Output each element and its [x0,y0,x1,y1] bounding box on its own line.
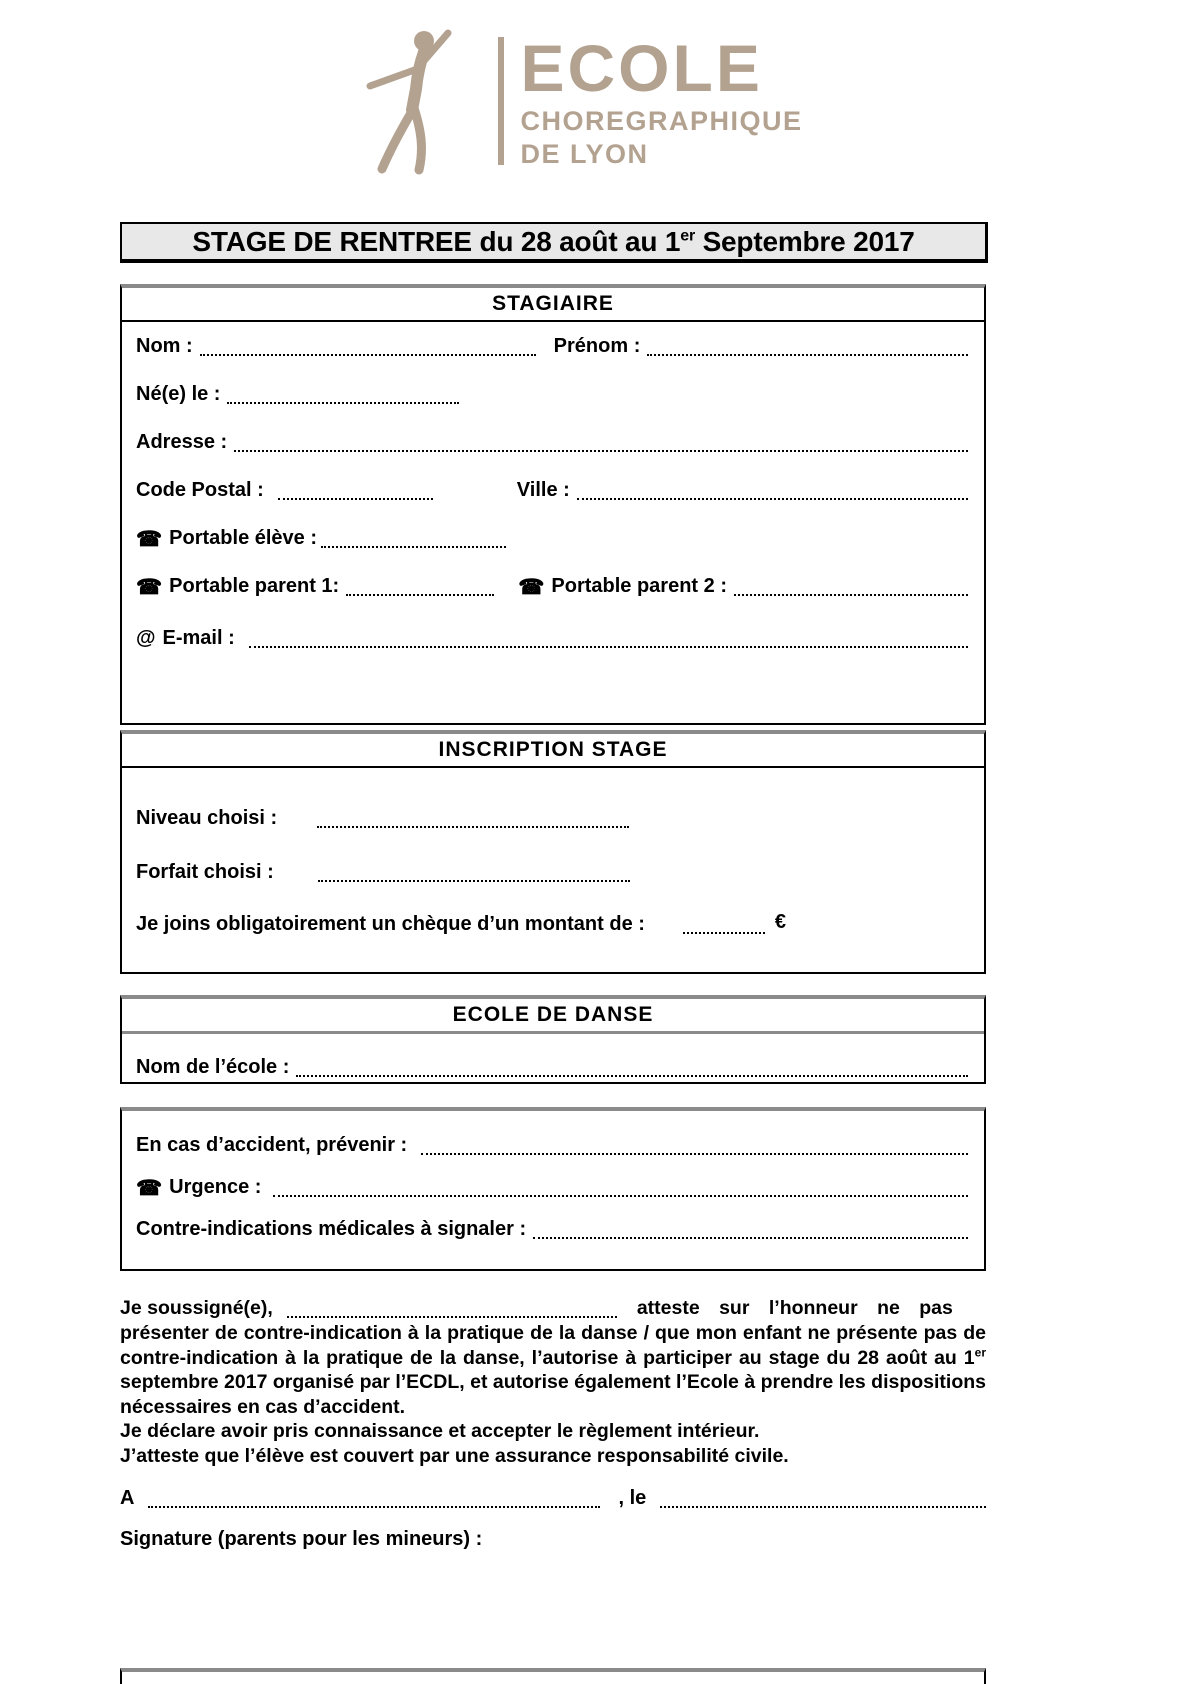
signature-label: Signature (parents pour les mineurs) : [120,1528,483,1550]
address-input-line[interactable] [234,432,968,452]
accident-contact-input-line[interactable] [421,1135,968,1155]
medical-warnings-row [136,1215,968,1241]
city-label: Ville : [516,479,570,501]
phone-icon: ☎ [136,576,163,599]
parent-phones-row [136,572,968,598]
phone-icon: ☎ [136,1177,163,1200]
bottom-section-box [120,1668,986,1684]
postal-code-input-line[interactable] [278,480,433,500]
parent2-phone-label: Portable parent 2 : [551,575,727,597]
signatory-name-input-line[interactable] [287,1298,617,1318]
accident-contact-label: En cas d’accident, prévenir : [136,1134,408,1156]
form-title: STAGE DE RENTREE du 28 août au 1er Septembre 2017 [192,225,915,257]
lastname-label: Nom : [136,335,193,357]
city-date-row [120,1484,986,1510]
rules-acknowledgement-text: Je déclare avoir pris connaissance et accepter le règlement intérieur. [120,1420,760,1442]
medical-warnings-input-line[interactable] [533,1219,968,1239]
parent2-phone-input-line[interactable] [734,576,968,596]
emergency-phone-input-line[interactable] [273,1177,968,1197]
logo-title: ECOLE [520,30,763,105]
package-row [136,858,968,884]
email-input-line[interactable] [249,628,968,648]
postal-code-label: Code Postal : [136,479,264,501]
date-input-line[interactable] [660,1488,986,1508]
student-phone-row [136,524,968,550]
cheque-row [136,910,968,936]
name-row [136,332,968,358]
accident-contact-row [136,1131,968,1157]
package-label: Forfait choisi : [136,861,274,883]
medical-warnings-row-2 [136,1247,968,1273]
at-icon: @ [136,627,156,649]
address-row [136,428,968,454]
birthdate-row [136,380,968,406]
cheque-amount-input-line[interactable] [683,914,765,934]
school-logo [0,26,1177,176]
firstname-input-line[interactable] [647,336,968,356]
student-phone-input-line[interactable] [321,528,506,548]
parent1-phone-input-line[interactable] [346,576,494,596]
student-phone-label: Portable élève : [169,527,318,549]
section-emergency [120,1107,986,1271]
birthdate-label: Né(e) le : [136,383,221,405]
section-header-ecole: ECOLE DE DANSE [122,999,984,1034]
section-ecole-de-danse [120,995,986,1084]
email-row [136,624,968,650]
level-input-line[interactable] [317,808,629,828]
form-title-bar [120,222,988,263]
section-header-stagiaire: STAGIAIRE [122,288,984,322]
undersigned-label: Je soussigné(e), [120,1297,273,1319]
lastname-input-line[interactable] [200,336,536,356]
attestation-text: atteste sur l’honneur ne pas [636,1297,953,1319]
section-stagiaire [120,284,986,725]
euro-sign: € [774,911,787,933]
school-name-row [136,1053,968,1079]
place-input-line[interactable] [148,1488,600,1508]
school-name-input-line[interactable] [296,1057,968,1077]
medical-warnings-label: Contre-indications médicales à signaler : [136,1218,527,1240]
date-label: , le [618,1487,647,1509]
level-row [136,804,968,830]
insurance-attestation-text: J’atteste que l’élève est couvert par une assurance responsabilité civile. [120,1444,789,1467]
birthdate-input-line[interactable] [227,384,459,404]
parent1-phone-label: Portable parent 1: [169,575,340,597]
postal-city-row [136,476,968,502]
phone-icon: ☎ [136,528,163,551]
cheque-amount-label: Je joins obligatoirement un chèque d’un montant de : [136,913,645,935]
dancer-icon [360,26,482,176]
city-input-line[interactable] [577,480,968,500]
package-input-line[interactable] [318,862,630,882]
school-name-label: Nom de l’école : [136,1056,290,1078]
medical-warnings-input-line-2[interactable] [136,1251,968,1271]
declaration-block [120,1295,986,1468]
firstname-label: Prénom : [553,335,641,357]
section-inscription [120,730,986,974]
declaration-first-line [120,1295,986,1320]
email-label: E-mail : [162,627,235,649]
logo-subtitle: CHOREGRAPHIQUE [520,105,803,136]
address-label: Adresse : [136,431,228,453]
section-header-inscription: INSCRIPTION STAGE [122,734,984,768]
logo-divider [498,37,504,165]
declaration-paragraph: présenter de contre-indication à la pratique de la danse / que mon enfant ne présente pas de contre-indication à la pratique de la danse, l’autorise à participer au stage du 28 août au 1er septembre 2017 organisé par l’ECDL, et autorise également l’Ecole à prendre les dispositions nécessaires en cas d’accident. [120,1322,986,1418]
logo-city: DE LYON [520,138,649,169]
phone-icon: ☎ [518,576,545,599]
level-label: Niveau choisi : [136,807,278,829]
emergency-phone-row [136,1173,968,1199]
place-label: A [120,1487,135,1509]
emergency-phone-label: Urgence : [169,1176,262,1198]
